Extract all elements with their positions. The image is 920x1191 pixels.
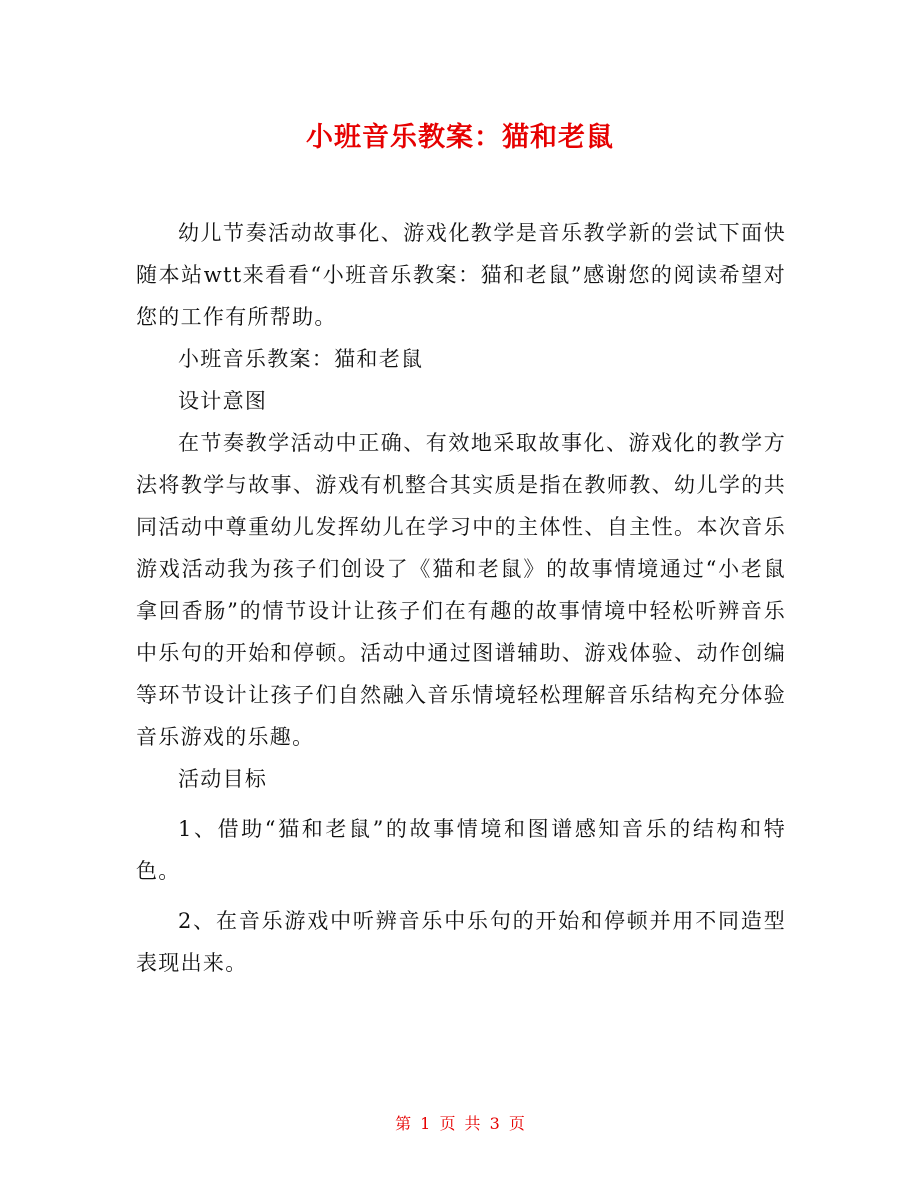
subtitle-paragraph: 小班音乐教案：猫和老鼠 bbox=[178, 347, 424, 371]
goal-item-1: 1、借助“猫和老鼠”的故事情境和图谱感知音乐的结构和特色。 bbox=[136, 817, 786, 883]
section-heading-design-intent: 设计意图 bbox=[178, 389, 268, 413]
page-title: 小班音乐教案：猫和老鼠 bbox=[306, 122, 614, 153]
intro-paragraph: 幼儿节奏活动故事化、游戏化教学是音乐教学新的尝试下面快随本站wtt来看看“小班音乐教案：猫和老鼠”感谢您的阅读希望对您的工作有所帮助。 bbox=[136, 221, 786, 329]
goal-item-2: 2、在音乐游戏中听辨音乐中乐句的开始和停顿并用不同造型表现出来。 bbox=[136, 909, 786, 975]
document-body bbox=[136, 212, 786, 984]
design-intent-paragraph: 在节奏教学活动中正确、有效地采取故事化、游戏化的教学方法将教学与故事、游戏有机整合其实质是指在教师教、幼儿学的共同活动中尊重幼儿发挥幼儿在学习中的主体性、自主性。本次音乐游戏活动我为孩子们创设了《猫和老鼠》的故事情境通过“小老鼠拿回香肠”的情节设计让孩子们在有趣的故事情境中轻松听辨音乐中乐句的开始和停顿。活动中通过图谱辅助、游戏体验、动作创编等环节设计让孩子们自然融入音乐情境轻松理解音乐结构充分体验音乐游戏的乐趣。 bbox=[136, 431, 786, 749]
page-footer: 第 1 页 共 3 页 bbox=[395, 1114, 525, 1133]
section-heading-activity-goals: 活动目标 bbox=[178, 767, 268, 791]
